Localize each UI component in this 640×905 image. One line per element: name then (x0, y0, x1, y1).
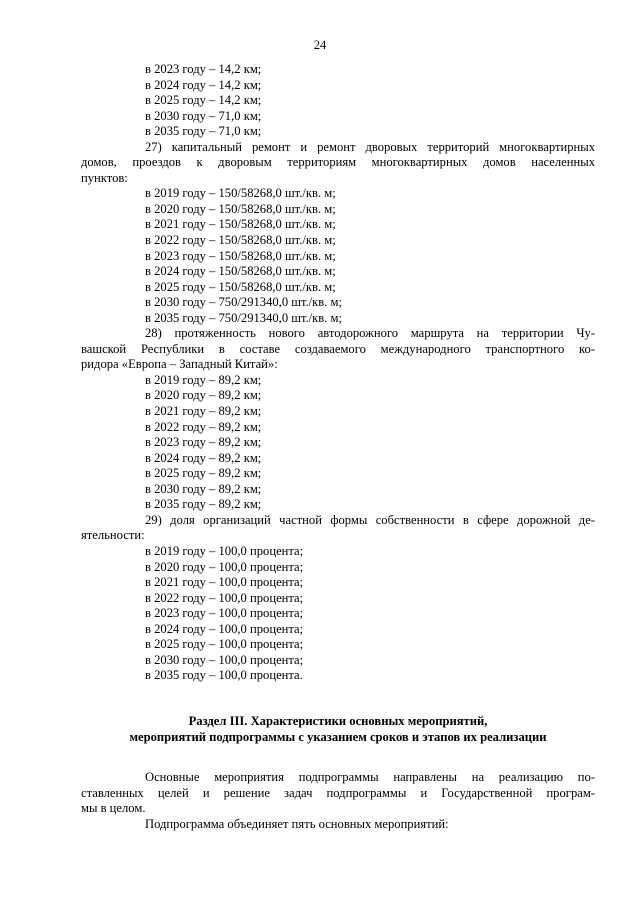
list-item: в 2024 году – 89,2 км; (145, 450, 262, 465)
list-item: в 2024 году – 100,0 процента; (145, 621, 304, 636)
list-item: в 2022 году – 89,2 км; (145, 419, 262, 434)
item-27-line-2: домов, проездов к дворовым территориям многоквартирных домов населенных (81, 155, 595, 170)
list-item: в 2020 году – 150/58268,0 шт./кв. м; (145, 201, 336, 216)
item-28-paragraph (81, 326, 595, 373)
item-27-line-3: пунктов: (81, 170, 128, 185)
closing-text (81, 770, 595, 832)
list-item-27-values (145, 186, 595, 326)
section-heading-line-1: Раздел III. Характеристики основных мероприятий, (188, 714, 488, 728)
list-item: в 2024 году – 150/58268,0 шт./кв. м; (145, 264, 336, 279)
closing-p1-line-1: Основные мероприятия подпрограммы направлены на реализацию по- (145, 770, 595, 784)
list-2023-2035-km (145, 62, 595, 140)
list-item: в 2023 году – 89,2 км; (145, 435, 262, 450)
closing-p1-line-2: ставленных целей и решение задач подпрограммы и Государственной програм- (81, 785, 595, 800)
list-item: в 2035 году – 89,2 км; (145, 497, 262, 512)
list-item: в 2025 году – 89,2 км; (145, 466, 262, 481)
list-item: в 2035 году – 750/291340,0 шт./кв. м; (145, 310, 343, 325)
item-29-line-2: ятельности: (81, 528, 145, 543)
list-item: в 2019 году – 100,0 процента; (145, 543, 304, 558)
list-item: в 2022 году – 100,0 процента; (145, 590, 304, 605)
list-item: в 2020 году – 89,2 км; (145, 388, 262, 403)
item-28-line-1: 28) протяженность нового автодорожного маршрута на территории Чу- (145, 326, 595, 341)
closing-p1-line-3: мы в целом. (81, 801, 146, 816)
list-item: в 2020 году – 100,0 процента; (145, 559, 304, 574)
list-item: в 2021 году – 100,0 процента; (145, 575, 304, 590)
list-item: в 2022 году – 150/58268,0 шт./кв. м; (145, 233, 336, 248)
list-item: в 2023 году – 14,2 км; (145, 62, 262, 76)
document-body (81, 62, 595, 684)
list-item-28-values (145, 373, 595, 513)
item-27-line-1: 27) капитальный ремонт и ремонт дворовых территорий многоквартирных (145, 139, 595, 154)
list-item-29-values (145, 544, 595, 684)
section-heading (81, 714, 595, 745)
item-29-line-1: 29) доля организаций частной формы собственности в сфере дорожной де- (145, 512, 595, 527)
item-28-line-2: вашской Республики в составе создаваемого международного транспортного ко- (81, 341, 595, 356)
list-item: в 2025 году – 100,0 процента; (145, 637, 304, 652)
section-heading-line-2: мероприятий подпрограммы с указанием сроков и этапов их реализации (129, 729, 547, 744)
list-item: в 2030 году – 750/291340,0 шт./кв. м; (145, 295, 343, 310)
list-item: в 2023 году – 100,0 процента; (145, 606, 304, 621)
list-item: в 2024 году – 14,2 км; (145, 77, 262, 92)
page-number: 24 (313, 38, 327, 52)
closing-paragraph-1 (81, 770, 595, 817)
list-item: в 2030 году – 100,0 процента; (145, 652, 304, 667)
list-item: в 2021 году – 89,2 км; (145, 404, 262, 419)
item-28-line-3: ридора «Европа – Западный Китай»: (81, 357, 278, 372)
list-item: в 2025 году – 14,2 км; (145, 93, 262, 108)
list-item: в 2035 году – 71,0 км; (145, 124, 262, 139)
list-item: в 2021 году – 150/58268,0 шт./кв. м; (145, 217, 336, 232)
closing-paragraph-2: Подпрограмма объединяет пять основных мероприятий: (145, 816, 449, 831)
list-item: в 2030 году – 71,0 км; (145, 108, 262, 123)
list-item: в 2025 году – 150/58268,0 шт./кв. м; (145, 279, 336, 294)
list-item: в 2019 году – 150/58268,0 шт./кв. м; (145, 186, 336, 201)
list-item: в 2030 году – 89,2 км; (145, 481, 262, 496)
list-item: в 2019 году – 89,2 км; (145, 372, 262, 387)
item-27-paragraph (81, 140, 595, 187)
list-item: в 2023 году – 150/58268,0 шт./кв. м; (145, 248, 336, 263)
item-29-paragraph (81, 513, 595, 544)
list-item: в 2035 году – 100,0 процента. (145, 668, 303, 683)
